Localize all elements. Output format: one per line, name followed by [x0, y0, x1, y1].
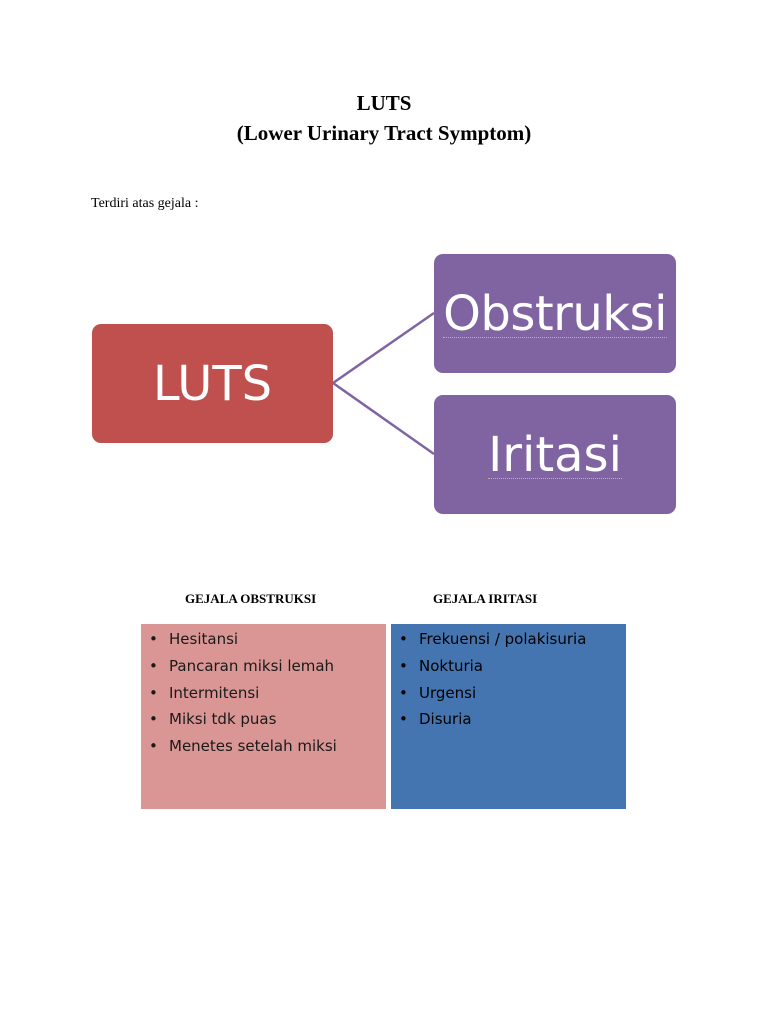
list-item: • Intermitensi: [147, 680, 386, 707]
iritasi-symptom-list: [397, 626, 626, 733]
page-title: LUTS: [356, 91, 412, 115]
list-item: • Frekuensi / polakisuria: [397, 626, 626, 653]
page-subtitle: (Lower Urinary Tract Symptom): [236, 121, 532, 145]
iritasi-box: [434, 395, 676, 514]
list-item: • Disuria: [397, 706, 626, 733]
list-item: • Hesitansi: [147, 626, 386, 653]
list-item: • Miksi tdk puas: [147, 706, 386, 733]
iritasi-box-label: Iritasi: [488, 426, 622, 483]
obstruksi-symptom-list: [147, 626, 386, 760]
list-item: • Urgensi: [397, 680, 626, 707]
iritasi-symptom-panel: [391, 624, 626, 809]
list-item: • Nokturia: [397, 653, 626, 680]
luts-box-label: LUTS: [152, 355, 273, 412]
connector-iritasi: [333, 383, 434, 454]
heading-gejala-obstruksi: GEJALA OBSTRUKSI: [185, 591, 317, 606]
intro-text: Terdiri atas gejala :: [91, 196, 199, 211]
heading-gejala-iritasi: GEJALA IRITASI: [433, 591, 538, 606]
obstruksi-box-label: Obstruksi: [443, 285, 667, 342]
list-item: • Pancaran miksi lemah: [147, 653, 386, 680]
obstruksi-box: [434, 254, 676, 373]
connector-obstruksi: [333, 313, 434, 383]
list-item: • Menetes setelah miksi: [147, 733, 386, 760]
luts-box: [92, 324, 333, 443]
obstruksi-symptom-panel: [141, 624, 386, 809]
